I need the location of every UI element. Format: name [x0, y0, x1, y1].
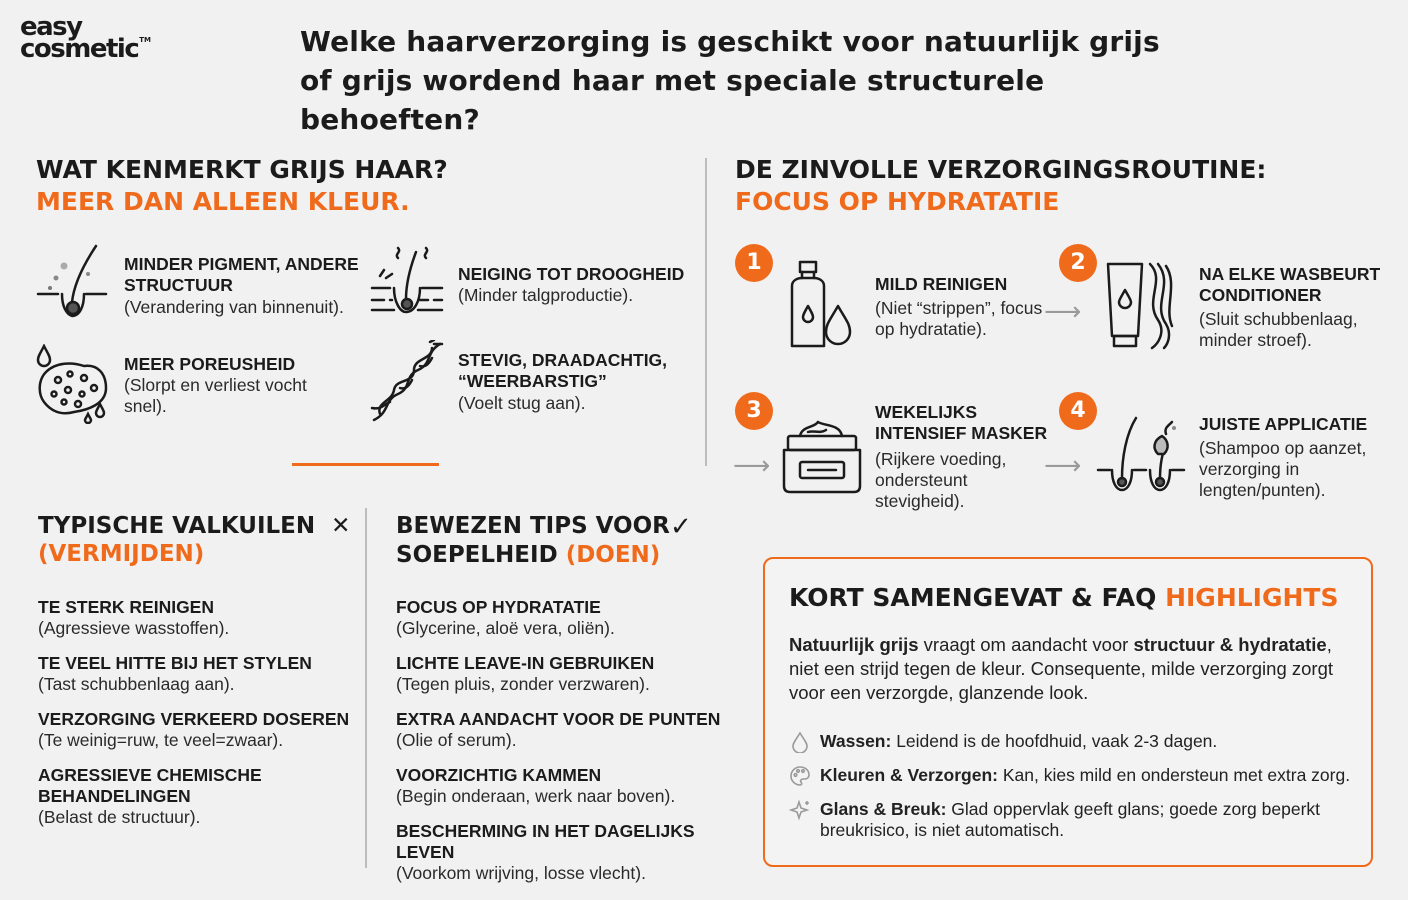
step-number-badge: 3 — [735, 392, 773, 430]
pitfalls-list — [38, 597, 358, 828]
characteristic-desc: (Voelt stug aan). — [458, 393, 586, 413]
step-number-badge: 4 — [1059, 392, 1097, 430]
tip-desc: (Glycerine, aloë vera, oliën). — [396, 618, 615, 638]
characteristic-desc: (Verandering van binnenuit). — [124, 297, 344, 317]
faq-row — [789, 799, 1359, 843]
checkmark-icon: ✓ — [670, 511, 692, 541]
routine-step-title: JUISTE APPLICATIE — [1199, 414, 1368, 434]
tip-desc: (Tegen pluis, zonder verzwaren). — [396, 674, 650, 694]
vertical-divider — [705, 158, 707, 466]
faq-intro — [789, 633, 1359, 705]
faq-intro-text: , niet een strijd tegen de kleur. Consequente, milde verzorging zorgt voor een verzorgde, glanzende look. — [789, 634, 1334, 703]
routine-step-desc: (Niet “strippen”, focus op hydratatie). — [875, 298, 1043, 339]
pitfalls-subtitle: (VERMIJDEN) — [38, 541, 205, 567]
faq-title — [789, 583, 1338, 613]
tip-title: VOORZICHTIG KAMMEN — [396, 765, 602, 785]
arrow-right-icon: ⟶ — [1044, 450, 1082, 480]
faq-row-label: Wassen: — [820, 731, 892, 751]
page-title: Welke haarverzorging is geschikt voor natuurlijk grijs of grijs wordend haar met speciale structurele behoeften? — [300, 25, 1160, 136]
mask-jar-icon — [780, 416, 864, 496]
characteristic-desc: (Minder talgproductie). — [458, 285, 634, 305]
tip-title: EXTRA AANDACHT VOOR DE PUNTEN — [396, 709, 721, 729]
close-icon: ✕ — [331, 513, 351, 539]
section-title-characteristics: WAT KENMERKT GRIJS HAAR? — [36, 155, 448, 184]
list-item — [396, 653, 756, 695]
characteristic-title: MINDER PIGMENT, ANDERE STRUCTUUR — [124, 254, 359, 295]
faq-row-label: Kleuren & Verzorgen: — [820, 765, 998, 785]
faq-title-text: KORT SAMENGEVAT & FAQ — [789, 583, 1157, 612]
routine-step-title: NA ELKE WASBEURT CONDITIONER — [1199, 264, 1381, 305]
hair-follicle-pigment-icon — [36, 244, 110, 322]
logo-trademark: TM — [139, 36, 151, 45]
arrow-right-icon: ⟶ — [733, 450, 771, 480]
list-item — [396, 765, 756, 807]
twisted-strand-icon — [370, 340, 444, 424]
hair-application-icon — [1096, 414, 1186, 496]
list-item — [396, 821, 756, 884]
characteristic-title: NEIGING TOT DROOGHEID — [458, 264, 685, 284]
faq-row-label: Glans & Breuk: — [820, 799, 947, 819]
routine-step-title: MILD REINIGEN — [875, 274, 1008, 294]
routine-step-desc: (Rijkere voeding, ondersteunt stevigheid). — [875, 449, 1007, 511]
tip-title: BESCHERMING IN HET DAGELIJKS LEVEN — [396, 821, 695, 862]
faq-row — [789, 731, 1359, 753]
tip-desc: (Olie of serum). — [396, 730, 517, 750]
faq-row-text: Kan, kies mild en ondersteun met extra zorg. — [997, 765, 1351, 785]
faq-intro-text: vraagt om aandacht voor — [918, 634, 1134, 655]
pitfall-title: AGRESSIEVE CHEMISCHE BEHANDELINGEN — [38, 765, 262, 806]
orange-divider — [292, 463, 439, 466]
droplet-icon — [789, 731, 811, 753]
list-item — [396, 709, 756, 751]
section-title-routine: DE ZINVOLLE VERZORGINGSROUTINE: — [735, 155, 1267, 184]
section-subtitle-characteristics: MEER DAN ALLEEN KLEUR. — [36, 187, 410, 216]
faq-row-text: Glad oppervlak geeft glans; goede zorg beperkt breukrisico, is niet automatisch. — [820, 799, 1321, 840]
list-item — [38, 765, 298, 828]
routine-step-desc: (Shampoo op aanzet, verzorging in lengten/punten). — [1199, 438, 1367, 500]
faq-row — [789, 765, 1359, 787]
list-item — [38, 709, 358, 751]
shampoo-bottle-icon — [784, 260, 856, 352]
section-subtitle-routine: FOCUS OP HYDRATATIE — [735, 187, 1060, 216]
sponge-icon — [36, 344, 110, 424]
vertical-divider — [365, 508, 367, 868]
brand-logo — [20, 12, 190, 65]
conditioner-tube-icon — [1106, 260, 1176, 352]
faq-intro-bold: structuur & hydratatie — [1133, 634, 1327, 655]
list-item — [38, 597, 358, 639]
list-item — [38, 653, 358, 695]
list-item — [396, 597, 756, 639]
characteristic-title: STEVIG, DRAADACHTIG, “WEERBARSTIG” — [458, 350, 668, 391]
faq-intro-bold: Natuurlijk grijs — [789, 634, 919, 655]
pitfall-desc: (Agressieve wasstoffen). — [38, 618, 230, 638]
tip-desc: (Voorkom wrijving, losse vlecht). — [396, 863, 646, 883]
sparkle-icon — [789, 799, 811, 821]
palette-icon — [789, 765, 811, 787]
arrow-right-icon: ⟶ — [1044, 296, 1082, 326]
routine-step-title: WEKELIJKS INTENSIEF MASKER — [875, 402, 1048, 443]
faq-summary-box — [763, 557, 1373, 867]
pitfall-desc: (Te weinig=ruw, te veel=zwaar). — [38, 730, 284, 750]
logo-line-2: cosmetic — [20, 34, 139, 65]
pitfall-desc: (Belast de structuur). — [38, 807, 201, 827]
pitfalls-title: TYPISCHE VALKUILEN — [38, 513, 316, 539]
step-number-badge: 2 — [1059, 244, 1097, 282]
characteristic-desc: (Slorpt en verliest vocht snel). — [124, 375, 307, 416]
logo-line-1: easy — [20, 12, 82, 42]
pitfall-title: TE STERK REINIGEN — [38, 597, 214, 617]
tip-title: LICHTE LEAVE-IN GEBRUIKEN — [396, 653, 655, 673]
pitfall-title: VERZORGING VERKEERD DOSEREN — [38, 709, 350, 729]
characteristic-title: MEER POREUSHEID — [124, 354, 296, 374]
pitfall-desc: (Tast schubbenlaag aan). — [38, 674, 235, 694]
faq-row-text: Leidend is de hoofdhuid, vaak 2-3 dagen. — [891, 731, 1218, 751]
dry-scalp-icon — [370, 244, 444, 322]
faq-title-highlight: HIGHLIGHTS — [1165, 583, 1339, 612]
routine-step-desc: (Sluit schubbenlaag, minder stroef). — [1199, 309, 1358, 350]
step-number-badge: 1 — [735, 244, 773, 282]
pitfall-title: TE VEEL HITTE BIJ HET STYLEN — [38, 653, 312, 673]
tips-list — [396, 597, 756, 884]
tip-desc: (Begin onderaan, werk naar boven). — [396, 786, 676, 806]
tip-title: FOCUS OP HYDRATATIE — [396, 597, 601, 617]
tips-subtitle: (DOEN) — [565, 542, 661, 568]
tips-title: BEWEZEN TIPS VOOR SOEPELHEID — [396, 513, 670, 568]
